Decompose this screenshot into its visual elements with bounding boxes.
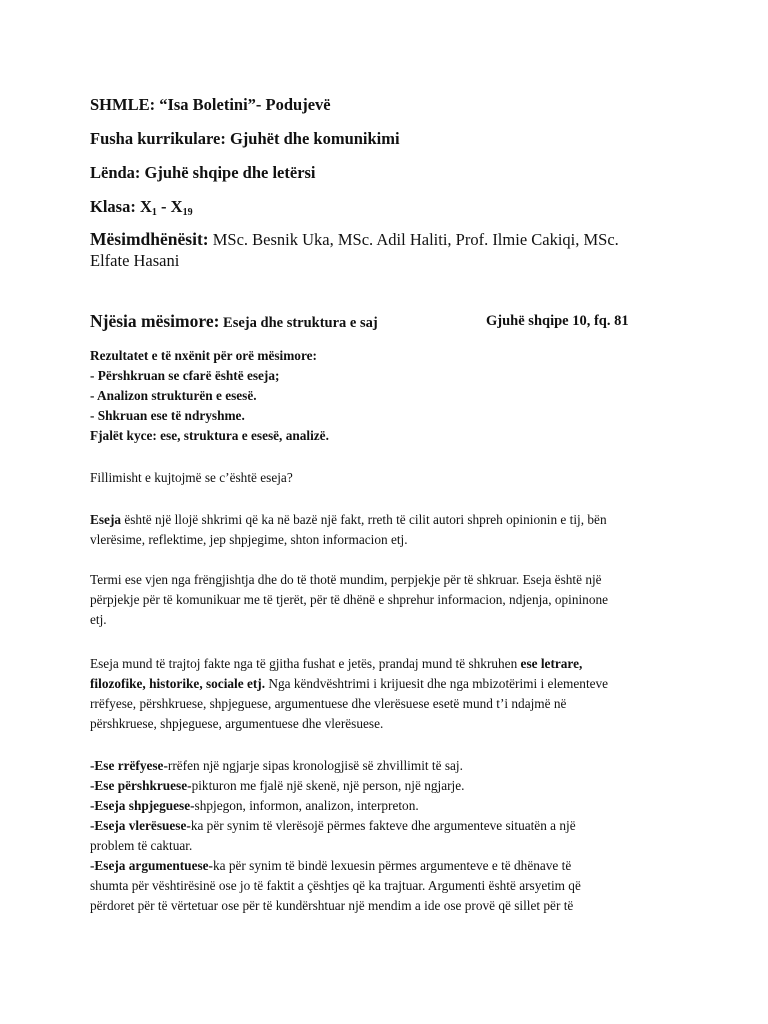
facts-bold: ese letrare, — [520, 656, 583, 671]
facts-text: Nga këndvështrimi i krijuesit dhe nga mbizotërimi i elementeve — [265, 676, 609, 691]
type-desc: ka për synim të bindë lexuesin përmes argumenteve e të dhënave të — [212, 858, 572, 873]
unit-label: Njësia mësimore: — [90, 311, 220, 331]
type-desc: shumta për vështirësinë ose jo të faktit a çështjes që ka trajtuar. Argumenti është arsyetim që — [90, 878, 581, 893]
facts-text: përshkruese, shpjeguese, argumentuese dhe vlerësuese. — [90, 716, 384, 731]
facts-text: Eseja mund të trajtoj fakte nga të gjitha fushat e jetës, prandaj mund të shkruhen — [90, 656, 521, 671]
intro-question — [90, 468, 293, 488]
outcome-item: - Shkruan ese të ndryshme. — [90, 408, 245, 423]
type-desc: përdoret për të vërtetuar ose për të kundërshtuar një mendim a ide ose provë që sillet për të — [90, 898, 574, 913]
type-desc: rrëfen një ngjarje sipas kronologjisë së zhvillimit të saj. — [167, 758, 463, 773]
type-name: -Eseja shpjeguese- — [90, 798, 195, 813]
outcomes-heading: Rezultatet e të nxënit për orë mësimore: — [90, 348, 317, 363]
type-name: -Eseja vlerësuese- — [90, 818, 191, 833]
type-line — [90, 776, 581, 796]
type-line — [90, 856, 581, 876]
class-x1: X — [139, 197, 152, 216]
teachers-label: Mësimdhënësit: — [90, 229, 209, 249]
essay-types-list — [90, 756, 581, 916]
class-label: Klasa: — [90, 197, 136, 216]
outcome-item: - Analizon strukturën e esesë. — [90, 388, 257, 403]
type-line — [90, 756, 581, 776]
definition-text: është një llojë shkrimi që ka në bazë një fakt, rreth të cilit autori shpreh opinionin e tij, bën — [121, 512, 607, 527]
facts-text: rrëfyese, përshkruese, shpjeguese, argumentuese dhe vlerësuese esetë mund t’i ndajmë në — [90, 696, 567, 711]
learning-outcomes — [90, 346, 329, 446]
type-desc: problem të caktuar. — [90, 838, 193, 853]
type-name: -Eseja argumentuese- — [90, 858, 213, 873]
type-desc: shpjegon, informon, analizon, interpreton. — [194, 798, 419, 813]
type-desc: pikturon me fjalë një skenë, një person, një ngjarje. — [191, 778, 465, 793]
class-sub1: 1 — [151, 207, 157, 218]
term-paragraph — [90, 570, 608, 630]
type-line — [90, 876, 581, 896]
teachers-names: MSc. Besnik Uka, MSc. Adil Haliti, Prof. Ilmie Cakiqi, MSc. — [208, 230, 619, 249]
type-line — [90, 896, 581, 916]
unit-title: Eseja dhe struktura e saj — [219, 315, 378, 331]
type-name: -Ese rrëfyese- — [90, 758, 168, 773]
teachers-line — [90, 229, 619, 250]
teachers-line2: Elfate Hasani — [90, 251, 180, 270]
facts-paragraph — [90, 654, 608, 734]
type-desc: ka për synim të vlerësojë përmes fakteve dhe argumenteve situatën a një — [190, 818, 576, 833]
class-sub2: 19 — [182, 207, 193, 218]
term-text: Termi ese vjen nga frëngjishtja dhe do të thotë mundim, perpjekje për të shkruar. Eseja është një — [90, 572, 602, 587]
subject: Lënda: Gjuhë shqipe dhe letërsi — [90, 163, 316, 182]
class-dash: - X — [156, 197, 183, 216]
facts-bold: filozofike, historike, sociale etj. — [90, 676, 266, 691]
type-line — [90, 836, 581, 856]
definition-paragraph — [90, 510, 607, 550]
type-line — [90, 796, 581, 816]
outcome-item: - Përshkruan se cfarë është eseja; — [90, 368, 280, 383]
class-line — [90, 197, 193, 218]
keywords: Fjalët kyce: ese, struktura e esesë, analizë. — [90, 428, 329, 443]
school-name: SHMLE: “Isa Boletini”- Podujevë — [90, 95, 331, 114]
intro-text: Fillimisht e kujtojmë se c’është eseja? — [90, 470, 293, 485]
term-text: etj. — [90, 612, 107, 627]
essay-term: Eseja — [90, 512, 122, 527]
term-text: përpjekje për të komunikuar me të tjerët, për të dhënë e shprehur informacion, ndjenja, opininone — [90, 592, 609, 607]
definition-text: vlerësime, reflektime, jep shpjegime, shton informacion etj. — [90, 532, 408, 547]
type-name: -Ese përshkruese- — [90, 778, 192, 793]
curricular-field: Fusha kurrikulare: Gjuhët dhe komunikimi — [90, 129, 400, 148]
book-reference: Gjuhë shqipe 10, fq. 81 — [486, 313, 629, 329]
unit-line — [90, 311, 378, 332]
type-line — [90, 816, 581, 836]
